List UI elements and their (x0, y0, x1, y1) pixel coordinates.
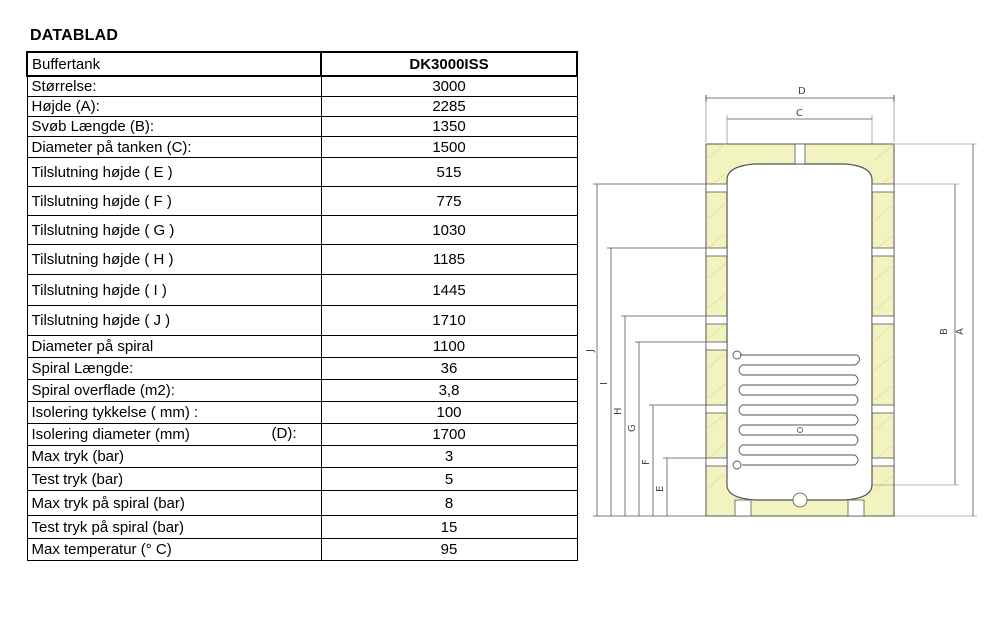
row-value: 95 (321, 539, 577, 561)
page-title: DATABLAD (30, 27, 119, 44)
tank-diagram (585, 80, 985, 525)
table-row (27, 402, 577, 424)
row-label (27, 187, 321, 216)
row-label (27, 446, 321, 468)
label-a: A (955, 328, 966, 335)
row-label (27, 117, 321, 137)
label-e: E (655, 485, 666, 492)
row-label (27, 216, 321, 245)
table-row (27, 446, 577, 468)
row-label-text: Tilslutning højde ( J ) (31, 312, 171, 329)
header-label: Buffertank (27, 52, 321, 76)
row-value: 15 (321, 516, 577, 539)
table-row (27, 117, 577, 137)
table-row (27, 76, 577, 97)
row-label-text: Tilslutning højde ( G ) (31, 221, 175, 239)
top-port (795, 144, 805, 164)
row-label (27, 516, 321, 539)
row-label-text: Højde (A): (31, 98, 100, 115)
row-label (27, 245, 321, 275)
row-label (27, 336, 321, 358)
table-header-row (27, 52, 577, 76)
row-label (27, 358, 321, 380)
table-row (27, 468, 577, 491)
row-label (27, 402, 321, 424)
row-value: 5 (321, 468, 577, 491)
row-label (27, 424, 321, 446)
row-value: 1700 (321, 424, 577, 446)
table-row (27, 275, 577, 306)
table-row (27, 380, 577, 402)
row-value: 1100 (321, 336, 577, 358)
row-label (27, 137, 321, 158)
row-value: 1500 (321, 137, 577, 158)
row-label-text: Max tryk (bar) (31, 448, 125, 465)
row-label-text: Max tryk på spiral (bar) (31, 494, 185, 512)
table-row (27, 358, 577, 380)
row-label-text: Test tryk på spiral (bar) (31, 518, 185, 536)
row-label-text: Tilslutning højde ( H ) (31, 251, 174, 268)
leg-right (848, 500, 864, 516)
table-row (27, 216, 577, 245)
row-value: 1030 (321, 216, 577, 245)
row-value: 1350 (321, 117, 577, 137)
row-label (27, 491, 321, 516)
row-value: 100 (321, 402, 577, 424)
row-value: 1445 (321, 275, 577, 306)
row-label-text: Spiral Længde: (31, 360, 134, 377)
label-g: G (627, 424, 638, 432)
spec-table (26, 51, 578, 561)
label-i: I (599, 382, 610, 385)
row-label (27, 76, 321, 97)
label-h: H (613, 407, 624, 415)
label-j: J (585, 349, 596, 352)
row-value: 515 (321, 158, 577, 187)
bottom-drain (793, 493, 807, 507)
row-label (27, 468, 321, 491)
table-row (27, 539, 577, 561)
leg-left (735, 500, 751, 516)
header-model: DK3000ISS (321, 52, 577, 76)
row-label-text: Svøb Længde (B): (31, 118, 155, 135)
table-row (27, 187, 577, 216)
row-label-text: Max temperatur (° C) (31, 541, 172, 558)
row-label (27, 539, 321, 561)
row-value: 3,8 (321, 380, 577, 402)
table-row (27, 158, 577, 187)
row-value: 1710 (321, 306, 577, 336)
row-value: 3 (321, 446, 577, 468)
row-label-text: Test tryk (bar) (31, 470, 124, 488)
row-label-text: Diameter på tanken (C): (31, 138, 192, 156)
table-row (27, 336, 577, 358)
table-row (27, 245, 577, 275)
row-label-text: Spiral overflade (m2): (31, 382, 175, 399)
row-label (27, 306, 321, 336)
row-label-text: Størrelse: (31, 78, 97, 95)
row-value: 8 (321, 491, 577, 516)
row-label-text: Tilslutning højde ( E ) (31, 163, 173, 181)
row-label-text: Diameter på spiral (31, 338, 154, 355)
row-label-text: Isolering tykkelse ( mm) : (31, 404, 199, 421)
label-c: C (796, 108, 803, 119)
label-b: B (939, 328, 950, 335)
row-label-text: Tilslutning højde ( I ) (31, 281, 167, 299)
row-value: 2285 (321, 97, 577, 117)
table-row (27, 516, 577, 539)
row-label (27, 97, 321, 117)
table-row (27, 97, 577, 117)
row-label (27, 158, 321, 187)
row-label (27, 380, 321, 402)
table-row (27, 424, 577, 446)
table-row (27, 306, 577, 336)
table-row (27, 491, 577, 516)
row-value: 36 (321, 358, 577, 380)
label-f: F (641, 459, 652, 465)
row-label (27, 275, 321, 306)
label-d: D (798, 86, 806, 97)
row-label-text: Tilslutning højde ( F ) (31, 192, 172, 210)
row-label-extra: (D): (271, 425, 297, 442)
row-value: 1185 (321, 245, 577, 275)
tank-vessel (727, 164, 872, 500)
row-value: 3000 (321, 76, 577, 97)
row-label-text: Isolering diameter (mm) (31, 426, 190, 443)
row-value: 775 (321, 187, 577, 216)
table-row (27, 137, 577, 158)
